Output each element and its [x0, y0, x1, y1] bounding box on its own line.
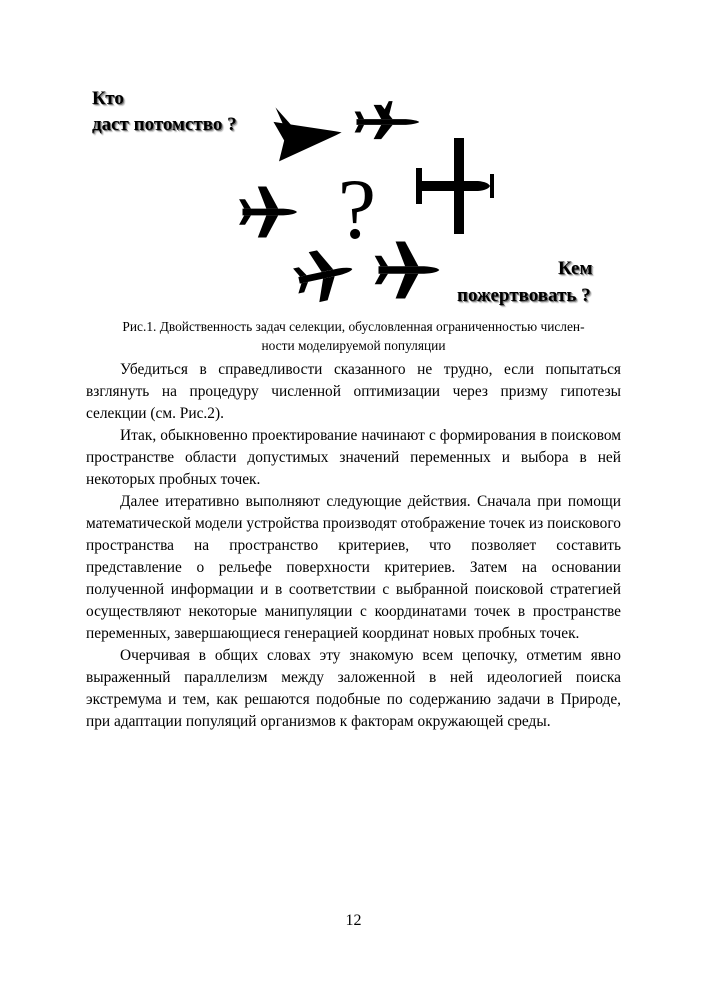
propeller-plane-icon	[416, 138, 494, 234]
delta-wing-jet-icon	[272, 99, 345, 162]
figure-caption	[86, 317, 621, 355]
figure-1	[80, 80, 640, 320]
page-number: 12	[345, 912, 362, 929]
paragraph: Далее итеративно выполняют следующие действия. Сначала при помощи математической модели устройства производят отображение точек из поискового пространства на пространство критериев, что позволяет составить представление о рельефе поверхности критериев. Затем на основании полученной информации и в соответствии с выбранной поисковой стратегией осуществляют некоторые манипуляции с координатами точек в пространстве переменных, завершающиеся генерацией координат новых пробных точек.	[86, 493, 621, 642]
figure-label-offspring: даст потомство ?	[92, 114, 237, 135]
airplane-icon	[375, 242, 440, 299]
body-text	[86, 359, 621, 733]
paragraph: Итак, обыкновенно проектирование начинают с формирования в поисковом пространстве области допустимых значений переменных и выбора в ней некоторых пробных точек.	[86, 427, 621, 488]
figure-label-sacrifice: пожертвовать ?	[457, 285, 591, 306]
paragraph: Очерчивая в общих словах эту знакомую всем цепочку, отметим явно выраженный параллелизм между заложенной в ней идеологией поиска экстремума и тем, как решаются подобные по содержанию задачи в Природе, при адаптации популяций организмов к факторам окружающей среды.	[86, 647, 621, 730]
airplane-icon	[239, 187, 297, 238]
figure-label-who: Кто	[92, 88, 124, 109]
caption-line: Рис.1. Двойственность задач селекции, обусловленная ограниченностью числен-	[122, 319, 585, 334]
figure-label-whom: Кем	[558, 258, 593, 279]
fighter-jet-icon	[355, 101, 420, 139]
paragraph: Убедиться в справедливости сказанного не трудно, если попытаться взглянуть на процедуру численной оптимизации через призму гипотезы селекции (см. Рис.2).	[86, 361, 621, 422]
question-mark: ?	[337, 161, 377, 257]
caption-line: ности моделируемой популяции	[261, 338, 446, 353]
